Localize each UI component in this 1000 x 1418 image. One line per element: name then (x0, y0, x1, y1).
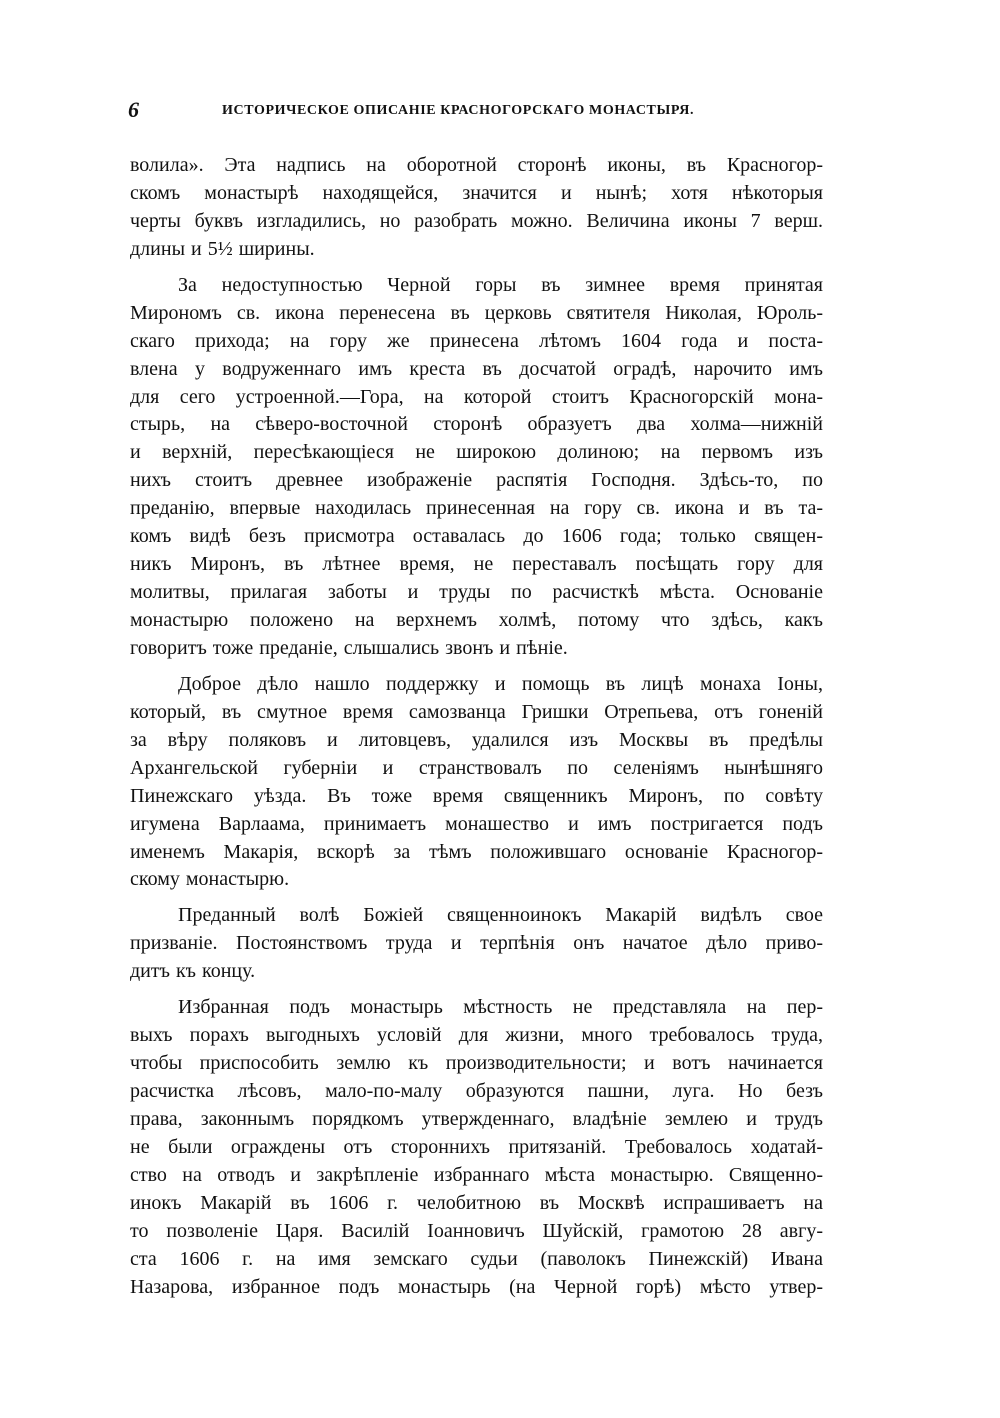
text-line: расчистка лѣсовъ, мало-по-малу образуются пашни, луга. Но безъ (130, 1080, 823, 1102)
text-line: говоритъ тоже преданіе, слышались звонъ и пѣніе. (130, 636, 568, 659)
paragraph-gap (130, 894, 823, 902)
text-line: монастырю положено на верхнемъ холмѣ, потому что здѣсь, какъ (130, 609, 823, 631)
text-line: Архангельской губерніи и странствовалъ по селеніямъ нынѣшняго (130, 756, 823, 779)
paragraph (130, 994, 823, 1301)
text-line: Мирономъ св. икона перенесена въ церковь святителя Николая, Юроль- (130, 301, 823, 324)
text-line: дитъ къ концу. (130, 960, 256, 983)
text-line: комъ видѣ безъ присмотра оставалась до 1606 года; только священ- (130, 525, 823, 548)
text-line: Пинежскаго уѣзда. Въ тоже время священникъ Миронъ, по совѣту (130, 784, 823, 807)
text-line: ста 1606 г. на имя земскаго судьи (паволокъ Пинежскій) Ивана (130, 1247, 823, 1270)
text-line: то позволеніе Царя. Василій Іоанновичъ Шуйскій, грамотою 28 авгу- (130, 1219, 823, 1242)
text-line: нихъ стоитъ древнее изображеніе распятія Господня. Здѣсь-то, по (130, 469, 823, 492)
text-line: ство на отводъ и закрѣпленіе избраннаго мѣста монастырю. Священно- (130, 1163, 823, 1186)
text-line: Избранная подъ монастырь мѣстность не представляла на пер- (178, 996, 823, 1019)
text-line: никъ Миронъ, въ лѣтнее время, не переставалъ посѣщать гору для (130, 553, 823, 576)
text-line: не были ограждены отъ стороннихъ притязаній. Требовалось ходатай- (130, 1135, 823, 1158)
text-line: волила». Эта надпись на оборотной сторонѣ иконы, въ Красногор- (130, 154, 823, 176)
text-line: именемъ Макарія, вскорѣ за тѣмъ положившаго основаніе Красногор- (130, 840, 823, 863)
text-line: инокъ Макарій въ 1606 г. челобитною въ Москвѣ испрашиваетъ на (130, 1191, 823, 1214)
text-line: для сего устроенной.—Гора, на которой стоитъ Красногорскій мона- (130, 385, 823, 408)
paragraph-gap (130, 986, 823, 994)
text-line: скаго прихода; на гору же принесена лѣтомъ 1604 года и поста- (130, 329, 823, 352)
text-line: стырь, на сѣверо-восточной сторонѣ образуетъ два холма—нижній (130, 413, 823, 436)
text-line: Преданный волѣ Божіей священноинокъ Макарій видѣлъ свое (178, 904, 823, 927)
text-line: призваніе. Постоянствомъ труда и терпѣнія онъ начатое дѣло приво- (130, 932, 823, 955)
paragraph (130, 902, 823, 986)
running-title: ИСТОРИЧЕСКОЕ ОПИСАНІЕ КРАСНОГОРСКАГО МОНАСТЫРЯ. (222, 103, 695, 118)
paragraph (130, 671, 823, 895)
paragraph-gap (130, 663, 823, 671)
text-line: черты буквъ изгладились, но разобрать можно. Величина иконы 7 верш. (130, 209, 823, 232)
text-line: чтобы приспособить землю къ производительности; и вотъ начинается (130, 1052, 823, 1075)
paragraph (130, 272, 823, 663)
text-line: Назарова, избранное подъ монастырь (на Черной горѣ) мѣсто утвер- (130, 1275, 823, 1298)
text-line: За недоступностью Черной горы въ зимнее время принятая (178, 273, 823, 296)
text-line: за вѣру поляковъ и литовцевъ, удалился изъ Москвы въ предѣлы (130, 728, 823, 751)
text-line: длины и 5½ ширины. (130, 237, 315, 260)
text-line: Доброе дѣло нашло поддержку и помощь въ лицѣ монаха Іоны, (178, 672, 823, 695)
text-line: молитвы, прилагая заботы и труды по расчисткѣ мѣста. Основаніе (130, 581, 823, 604)
text-line: и верхній, пересѣкающіеся не широкою долиною; на первомъ изъ (130, 441, 823, 464)
page-body (130, 152, 823, 1302)
text-line: преданію, впервые находилась принесенная на гору св. икона и въ та- (130, 497, 823, 520)
page-number: 6 (128, 97, 139, 122)
text-line: скому монастырю. (130, 868, 290, 891)
text-line: который, въ смутное время самозванца Гришки Отрепьева, отъ гоненій (130, 700, 823, 723)
text-line: влена у водруженнаго имъ креста въ досчатой оградѣ, нарочито имъ (130, 357, 823, 380)
text-line: игумена Варлаама, принимаетъ монашество и имъ постригается подъ (130, 812, 823, 835)
text-line: скомъ монастырѣ находящейся, значится и нынѣ; хотя нѣкоторыя (130, 181, 823, 204)
paragraph-gap (130, 264, 823, 272)
text-line: выхъ порахъ выгодныхъ условій для жизни, много требовалось труда, (130, 1024, 823, 1047)
paragraph (130, 152, 823, 264)
text-line: права, законнымъ порядкомъ утвержденнаго, владѣніе землею и трудъ (130, 1107, 823, 1130)
